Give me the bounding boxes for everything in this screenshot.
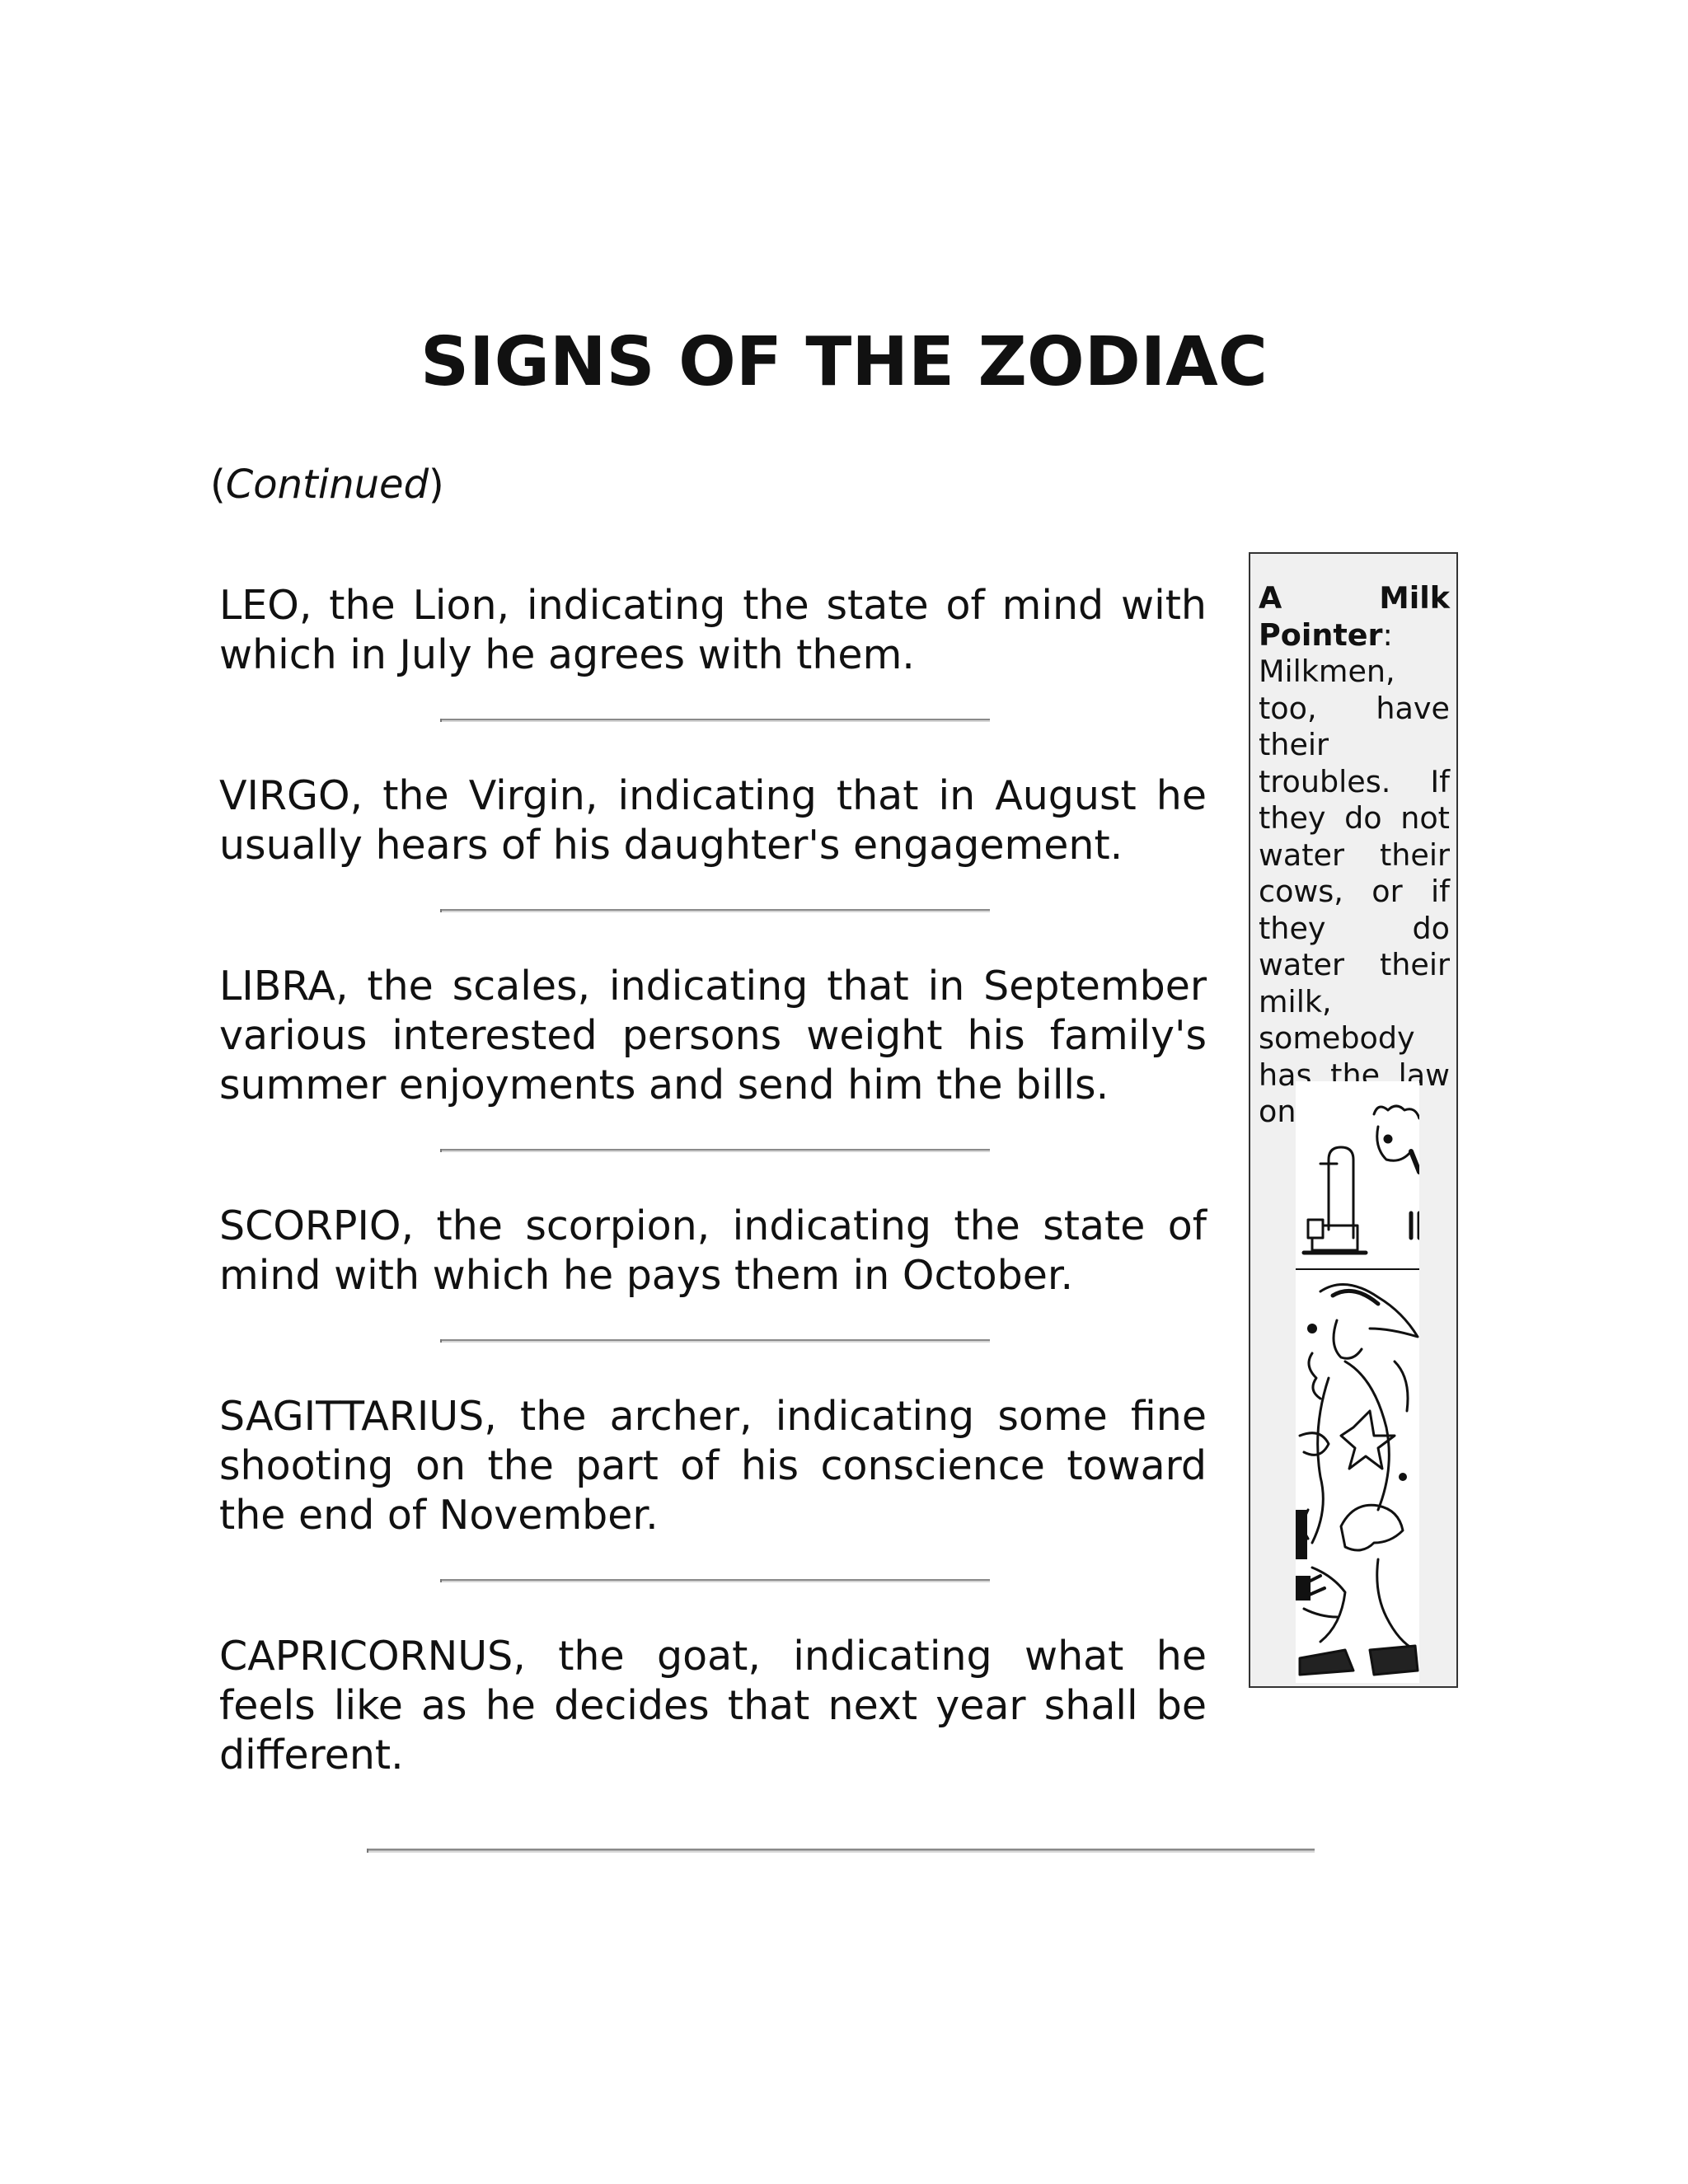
entry-scorpio: SCORPIO, the scorpion, indicating the state of mind with which he pays them in October.	[219, 1202, 1207, 1299]
entry-capricornus: CAPRICORNUS, the goat, indicating what he feels like as he decides that next year shall be different.	[219, 1633, 1207, 1779]
section-rule	[367, 1849, 1315, 1853]
entry-leo: LEO, the Lion, indicating the state of mind with which in July he agrees with them.	[219, 582, 1207, 678]
sidebar-heading: A Milk Pointer	[1259, 580, 1450, 653]
page-title: SIGNS OF THE ZODIAC	[420, 323, 1268, 401]
entry-sagittarius: SAGITTARIUS, the archer, indicating some fine shooting on the part of his conscience toward the end of November.	[219, 1393, 1207, 1539]
continued-note: (Continued)	[210, 462, 444, 508]
sidebar-text: A Milk Pointer: Milkmen, too, have their troubles. If they do not water their cows, or if they do water their milk, somebody has the law on them.	[1259, 580, 1450, 1129]
sidebar-box	[1249, 552, 1458, 1688]
cartoon-illustration	[1296, 1081, 1419, 1683]
entry-libra: LIBRA, the scales, indicating that in September various interested persons weight his family's summer enjoyments and send him the bills.	[219, 963, 1207, 1108]
sidebar-body: Milkmen, too, have their troubles. If they do not water their cows, or if they do water their milk, somebody has the law on them.	[1259, 654, 1450, 1129]
zodiac-entries	[219, 581, 1207, 1780]
entry-virgo: VIRGO, the Virgin, indicating that in August he usually hears of his daughter's engagement.	[219, 772, 1207, 869]
continued-word: Continued	[225, 462, 429, 508]
